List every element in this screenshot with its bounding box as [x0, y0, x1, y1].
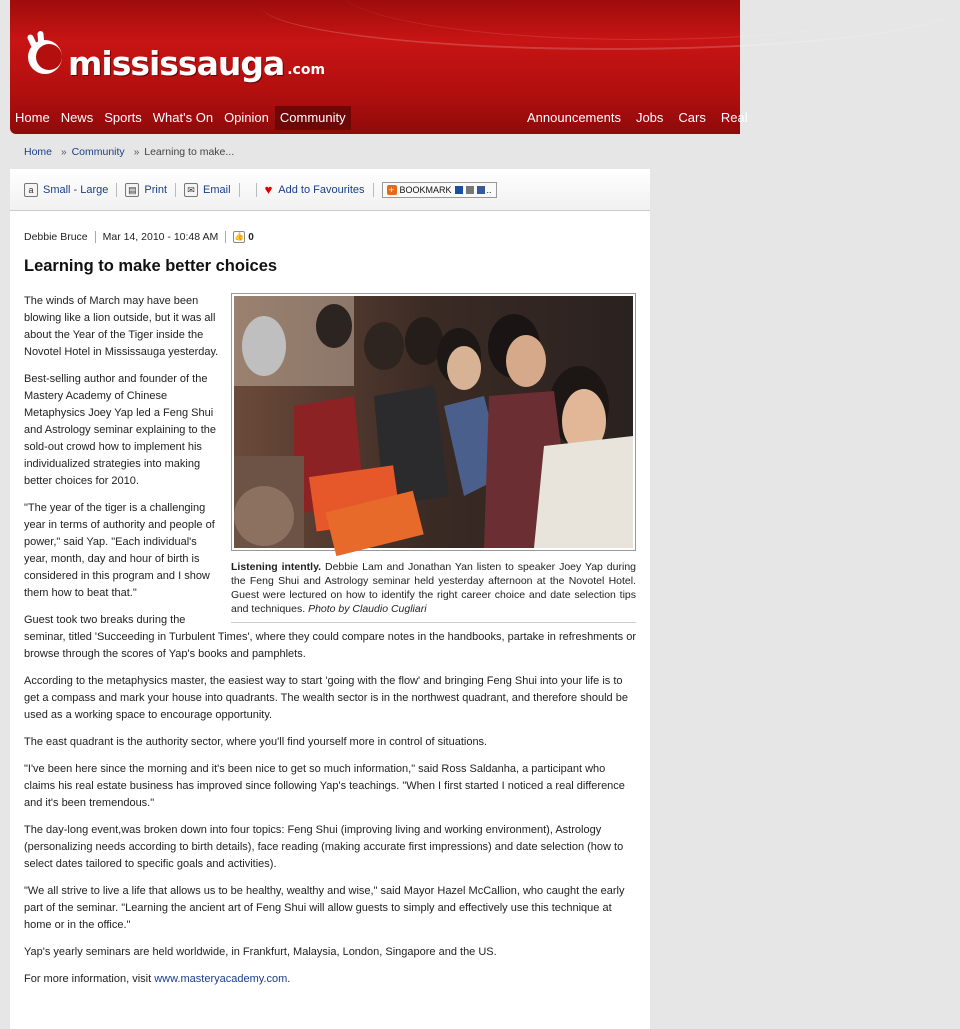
logo-text: mississauga: [68, 44, 285, 83]
bookmark-label: BOOKMARK: [399, 184, 452, 195]
mastery-academy-link[interactable]: www.masteryacademy.com: [154, 973, 288, 985]
article-toolbar: [10, 169, 650, 211]
envelope-icon: ✉: [184, 183, 198, 197]
article-paragraph: Yap's yearly seminars are held worldwide, in Frankfurt, Malaysia, London, Singapore and the US.: [24, 946, 497, 958]
printer-icon: ▤: [125, 183, 139, 197]
article-paragraph: "I've been here since the morning and it's been nice to get so much information," said Ross Saldanha, a participant who claims his real estate business has improved since following Yap's teachings. "When I first started I noticed a real difference and it's been tremendous.": [24, 763, 625, 809]
toolbar-divider: [116, 183, 117, 197]
secondary-nav: [522, 106, 758, 130]
article-photo[interactable]: [231, 293, 636, 551]
bookmark-button[interactable]: [382, 182, 497, 198]
nav-home[interactable]: Home: [15, 110, 50, 125]
email-button[interactable]: [184, 183, 231, 197]
article-paragraph: The day-long event,was broken down into four topics: Feng Shui (improving living and working environment), Astrology (personalizing needs according to birth details), face reading (making accurate first impressions) and date selection (how to select dates tailored to specific goals and activities).: [24, 824, 624, 870]
article-title: Learning to make better choices: [24, 257, 278, 275]
main-nav: [10, 106, 352, 130]
plus-icon: +: [387, 185, 397, 195]
nav-whats-on[interactable]: What's On: [152, 110, 214, 125]
article-paragraph: The east quadrant is the authority sector, where you'll find yourself more in control of situations.: [24, 736, 488, 748]
print-button[interactable]: [125, 183, 167, 197]
site-logo[interactable]: [26, 30, 326, 83]
facebook-icon: [477, 186, 485, 194]
breadcrumb-separator-icon: »: [61, 146, 67, 158]
article-meta: [24, 231, 254, 243]
more-info-prefix: For more information, visit: [24, 973, 155, 985]
print-label: Print: [144, 183, 168, 196]
meta-divider: [95, 231, 96, 243]
heart-icon: ♥: [264, 182, 273, 197]
thumbs-up-icon[interactable]: 👍: [234, 232, 245, 241]
toolbar-divider: [239, 183, 240, 197]
nav-cars[interactable]: Cars: [678, 110, 706, 125]
article-body: [24, 293, 636, 998]
text-size-icon: a: [24, 183, 38, 197]
article-card: [10, 169, 650, 1029]
nav-real-estate[interactable]: Real: [720, 110, 748, 125]
more-info-paragraph: [24, 971, 636, 988]
article-paragraph: "We all strive to live a life that allows us to be healthy, wealthy and wise," said Mayor Hazel McCallion, who caught the early part of the seminar. "Learning the ancient art of Feng Shui will allow guests to simply and effectively use this technique at home or in the office.": [24, 885, 625, 931]
breadcrumb-current: Learning to make...: [144, 146, 235, 158]
photo-caption: [231, 560, 636, 616]
breadcrumb-separator-icon: »: [133, 146, 140, 158]
seminar-photo-image: [234, 296, 633, 548]
caption-lead: Listening intently.: [231, 561, 322, 573]
meta-divider: [225, 231, 226, 243]
publish-date: Mar 14, 2010 - 10:48 AM: [102, 231, 219, 243]
email-label: Email: [203, 183, 231, 196]
nav-jobs[interactable]: Jobs: [635, 110, 664, 125]
article-paragraph: The winds of March may have been blowing like a lion outside, but it was all about the Year of the Tiger inside the Novotel Hotel in Mississauga yesterday.: [24, 295, 219, 358]
like-count: 0: [248, 231, 254, 243]
nav-news[interactable]: News: [60, 110, 94, 125]
toolbar-divider: [175, 183, 176, 197]
author: Debbie Bruce: [24, 231, 88, 243]
toolbar-divider: [256, 183, 257, 197]
photo-box: [231, 293, 636, 623]
breadcrumb-home[interactable]: Home: [24, 146, 53, 158]
breadcrumb-section[interactable]: Community: [71, 146, 125, 158]
nav-opinion[interactable]: Opinion: [224, 110, 269, 125]
add-to-favourites-button[interactable]: [265, 182, 365, 197]
article-paragraph: Best-selling author and founder of the Mastery Academy of Chinese Metaphysics Joey Yap led a Feng Shui and Astrology seminar explaining to the sold-out crowd how to implement his individualized strategies into making better choices for 2010.: [24, 373, 217, 487]
nav-announcements[interactable]: Announcements: [527, 110, 621, 125]
logo-suffix: .com: [287, 62, 326, 78]
digg-icon: [466, 186, 474, 194]
toolbar-divider: [373, 183, 374, 197]
more-info-suffix: .: [287, 973, 291, 985]
more-icon: ..: [486, 184, 492, 195]
nav-sports[interactable]: Sports: [104, 110, 142, 125]
breadcrumb: [24, 146, 234, 158]
site-header: [10, 0, 748, 134]
favourites-label: Add to Favourites: [278, 183, 365, 196]
article-paragraph: According to the metaphysics master, the easiest way to start 'going with the flow' and bringing Feng Shui into your life is to get a compass and mark your house into quadrants. The wealth sector is in the northwest quadrant, and therefore should be used as a working space to encourage opportunity.: [24, 675, 628, 721]
caption-text: Debbie Lam and Jonathan Yan listen to speaker Joey Yap during the Feng Shui and Astrology seminar held yesterday afternoon at the Novotel Hotel. Guest were lectured on how to identify the right career choice and date selection tips and techniques.: [231, 561, 636, 615]
delicious-icon: [455, 186, 463, 194]
photo-credit: Photo by Claudio Cugliari: [308, 603, 427, 615]
text-size-button[interactable]: [24, 183, 108, 197]
logo-mark-icon: [26, 34, 66, 80]
article-paragraph: "The year of the tiger is a challenging year in terms of authority and people of power," said Yap. "Each individual's year, month, day and hour of birth is considered in this program and I show them how to beat that.": [24, 502, 215, 599]
article-paragraph: Guest took two breaks during the seminar, titled 'Succeeding in Turbulent Times', where they could compare notes in the handbooks, partake in refreshments or browse through the scores of Yap's books and pamphlets.: [24, 614, 636, 660]
text-size-label: Small - Large: [43, 183, 109, 196]
nav-community[interactable]: Community: [275, 106, 351, 130]
